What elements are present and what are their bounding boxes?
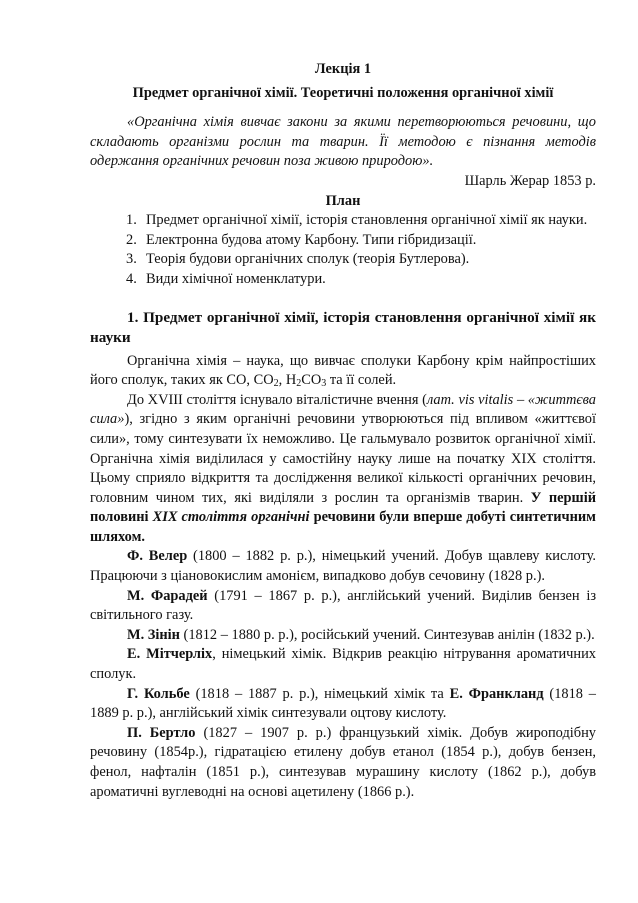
- section-heading: 1. Предмет органічної хімії, історія становлення органічної хімії як науки: [90, 308, 596, 346]
- plan-item: 1. Предмет органічної хімії, історія становлення органічної хімії як науки.: [126, 212, 588, 229]
- paragraph-zinin: М. Зінін (1812 – 1880 р. р.), російський учений. Синтезував анілін (1832 р.).: [127, 626, 595, 643]
- plan-item: 4. Види хімічної номенклатури.: [126, 270, 326, 287]
- plan-heading: План: [325, 192, 361, 209]
- paragraph-kolbe-frankland: Г. Кольбе (1818 – 1887 р. р.), німецький хімік та Е. Франкланд (1818 – 1889 р. р.), англійський хімік синтезували оцтову кислоту.: [90, 685, 597, 722]
- paragraph-vitalism: До XVIII століття існувало віталістичне вчення (лат. vis vitalis – «життєва сила»), згідно з яким органічні речовини утворюються під впливом «життєвої сили», тому синтезувати їх неможливо. Це гальмувало розвиток органічної хімії. Органічна хімія виділилася у самостійну науку лише на початку XIX століття. Цьому сприяло відкриття та дослідження великої кількості органічних речовин, головним чином тих, які виділяли з рослин та організмів тварин. У першій половині XIX століття органічні речовини були вперше добуті синтетичним шляхом.: [90, 391, 596, 545]
- epigraph-author: Шарль Жерар 1853 р.: [464, 172, 596, 189]
- plan-item: 3. Теорія будови органічних сполук (теорія Бутлерова).: [126, 251, 470, 268]
- paragraph-mitscherlich: Е. Мітчерліх, німецький хімік. Відкрив реакцію нітрування ароматичних сполук.: [90, 646, 596, 683]
- lecture-number: Лекція 1: [314, 61, 372, 77]
- plan-list: [90, 211, 596, 289]
- paragraph-definition: Органічна хімія – наука, що вивчає сполуки Карбону крім найпростіших його сполук, таких як CO, $CO_2$, $H_2CO_3$ та її солей.: [90, 352, 596, 390]
- paragraph-wohler: Ф. Велер (1800 – 1882 р. р.), німецький учений. Добув щавлеву кислоту. Працюючи з ціановокислим амонієм, випадково добув сечовину (1828 р.).: [90, 548, 596, 585]
- paragraph-berthelot: П. Бертло (1827 – 1907 р. р.) французький хімік. Добув жироподібну речовину (1854р.), гідратацією етилену добув етанол (1854 р.), добув бензен, фенол, нафталін (1851 р.), синтезував мурашину кислоту (1862 р.), добув ароматичні вуглеводні на основі ацетилену (1866 р.).: [90, 724, 597, 800]
- paragraph-faraday: М. Фарадей (1791 – 1867 р. р.), англійський учений. Виділив бензен із світильного газу.: [90, 587, 596, 624]
- epigraph: «Органічна хімія вивчає закони за якими перетворюються речовини, що складають організми рослин та тварин. Її методою є пізнання методів одержання органічних речовин поза живою природою».: [90, 114, 596, 170]
- lecture-title: Предмет органічної хімії. Теоретичні положення органічної хімії: [132, 84, 554, 101]
- plan-item: 2. Електронна будова атому Карбону. Типи гібридизації.: [126, 231, 477, 248]
